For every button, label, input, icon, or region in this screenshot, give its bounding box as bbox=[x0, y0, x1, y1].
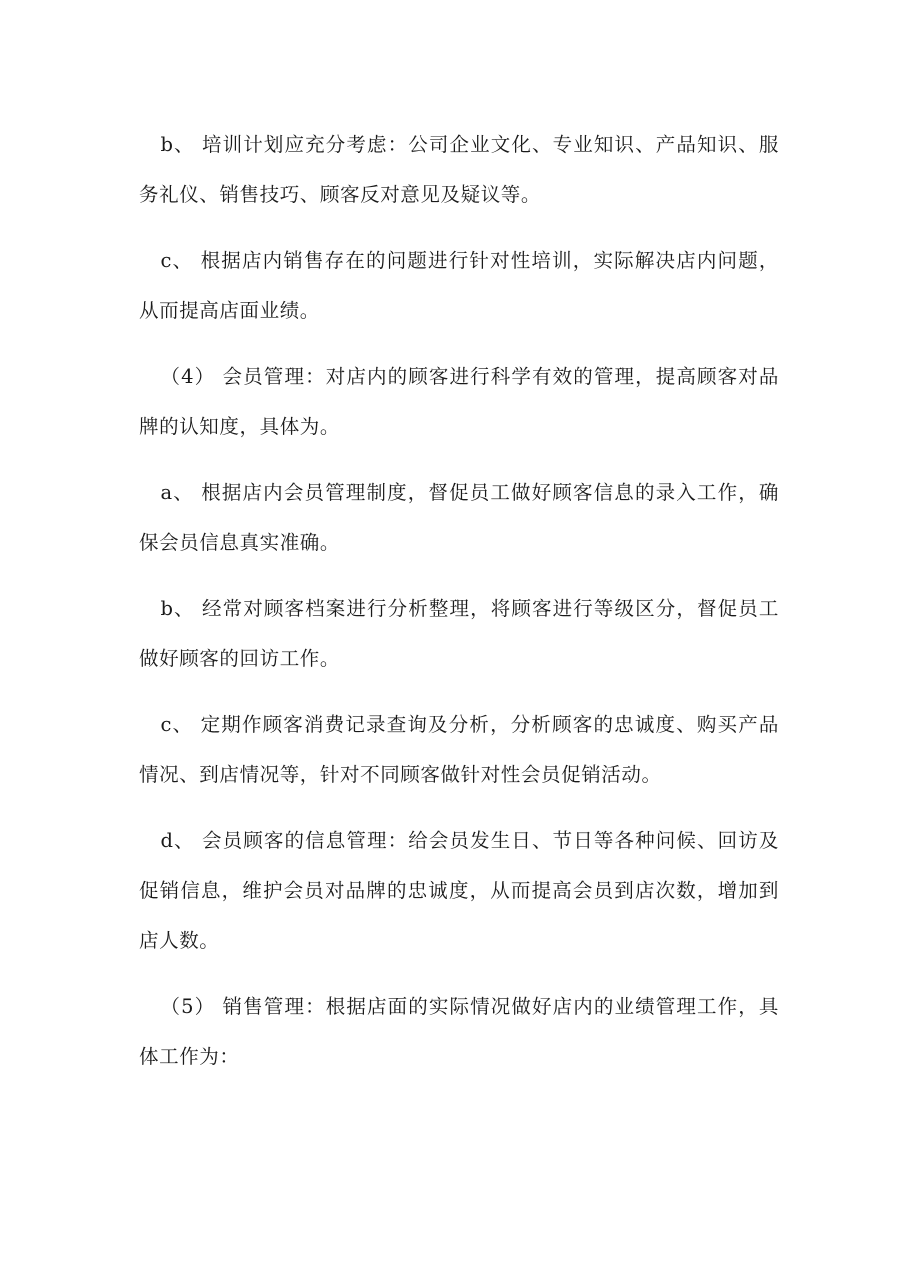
paragraph-4-member-management: （4） 会员管理：对店内的顾客进行科学有效的管理，提高顾客对品牌的认知度，具体为。 bbox=[139, 365, 779, 438]
paragraph-c-consumption-records: c、 定期作顾客消费记录查询及分析，分析顾客的忠诚度、购买产品情况、到店情况等，针对不同顾客做针对性会员促销活动。 bbox=[139, 713, 779, 786]
paragraph-5-sales-management: （5） 销售管理：根据店面的实际情况做好店内的业绩管理工作，具体工作为： bbox=[139, 995, 779, 1068]
paragraph-d-member-info-management: d、 会员顾客的信息管理：给会员发生日、节日等各种问候、回访及促销信息，维护会员对品牌的忠诚度，从而提高会员到店次数，增加到店人数。 bbox=[139, 829, 779, 952]
paragraph-b-customer-archives: b、 经常对顾客档案进行分析整理，将顾客进行等级区分，督促员工做好顾客的回访工作。 bbox=[139, 597, 779, 670]
paragraph-a-member-info-entry: a、 根据店内会员管理制度，督促员工做好顾客信息的录入工作，确保会员信息真实准确。 bbox=[139, 481, 779, 554]
paragraph-c-targeted-training: c、 根据店内销售存在的问题进行针对性培训，实际解决店内问题，从而提高店面业绩。 bbox=[139, 249, 779, 322]
paragraph-b-training-plan: b、 培训计划应充分考虑：公司企业文化、专业知识、产品知识、服务礼仪、销售技巧、顾客反对意见及疑议等。 bbox=[139, 133, 779, 206]
